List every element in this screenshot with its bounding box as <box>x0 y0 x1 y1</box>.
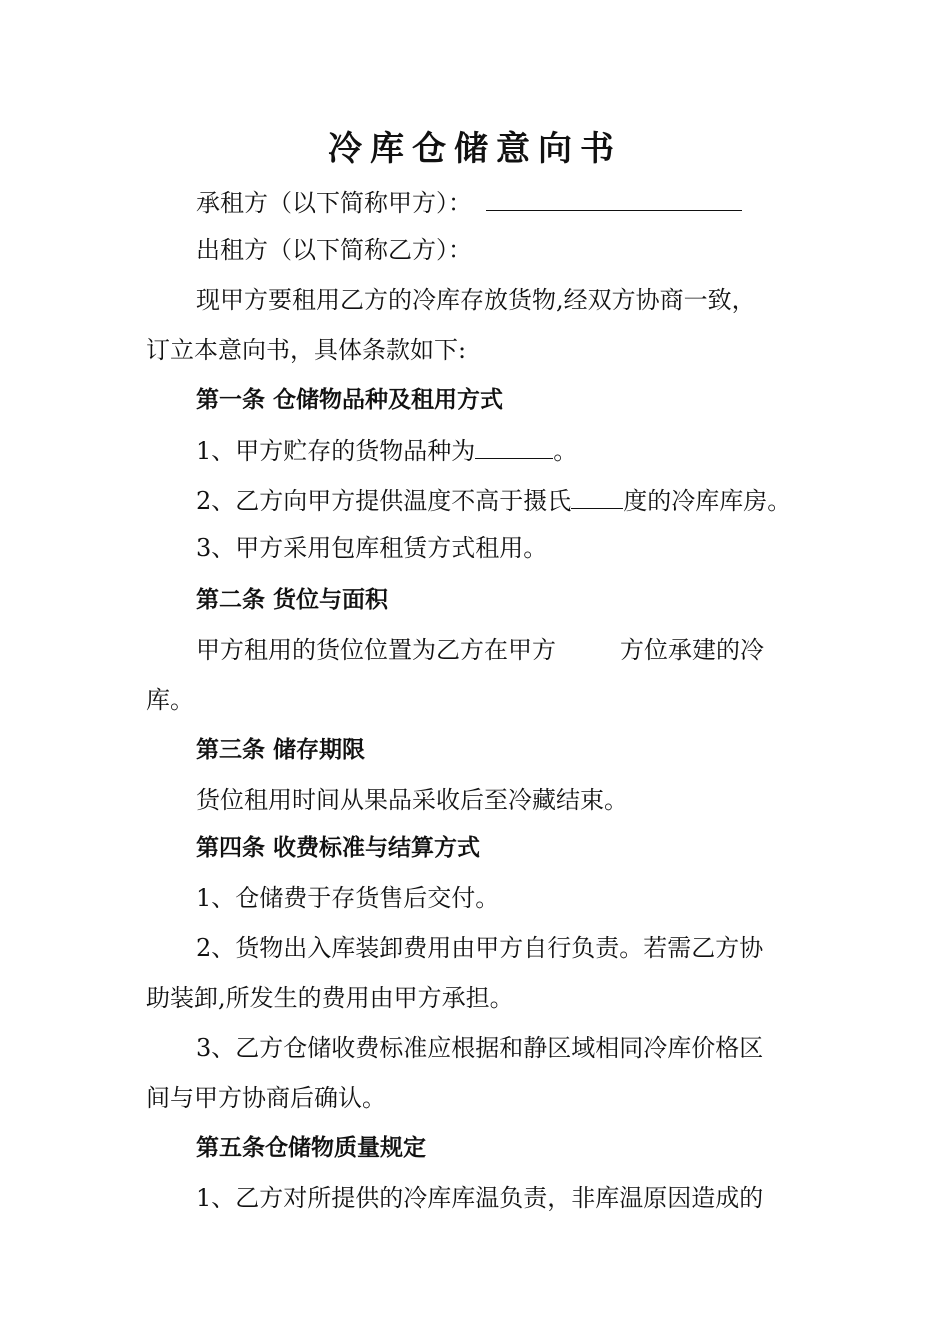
article-4-item-3-line-1: 3、乙方仓储收费标准应根据和静区域相同冷库价格区 <box>196 1034 764 1062</box>
article-4-item-3-line-2: 间与甲方协商后确认。 <box>146 1084 386 1112</box>
article-3-text: 货位租用时间从果品采收后至冷藏结束。 <box>196 786 628 814</box>
lessee-blank <box>486 184 742 211</box>
article-3-heading: 第三条 储存期限 <box>196 737 366 763</box>
article-1-item-1-end: 。 <box>553 437 578 465</box>
intro-line-1: 现甲方要租用乙方的冷库存放货物,经双方协商一致， <box>196 286 756 314</box>
goods-type-blank <box>475 432 553 459</box>
article-2-line-2: 库。 <box>146 686 194 714</box>
article-1-item-2 <box>196 482 836 519</box>
article-2-heading: 第二条 货位与面积 <box>196 587 389 613</box>
article-5-item-1-line-1: 1、乙方对所提供的冷库库温负责，非库温原因造成的 <box>196 1184 764 1212</box>
article-1-item-1 <box>196 432 836 469</box>
lessor-label: 出租方（以下简称乙方）： <box>196 236 472 264</box>
article-4-item-2-line-2: 助装卸,所发生的费用由甲方承担。 <box>146 984 514 1012</box>
intro-line-2: 订立本意向书，具体条款如下: <box>146 336 467 364</box>
article-1-heading: 第一条 仓储物品种及租用方式 <box>196 387 504 413</box>
article-2-text-end: 方位承建的冷 <box>620 636 764 664</box>
lessor-line <box>196 232 836 268</box>
article-1-item-1-text: 1、甲方贮存的货物品种为 <box>196 437 476 465</box>
article-2-text: 甲方租用的货位位置为乙方在甲方 <box>196 636 556 664</box>
article-1-item-2-text: 2、乙方向甲方提供温度不高于摄氏 <box>196 487 572 515</box>
article-4-item-2-line-1: 2、货物出入库装卸费用由甲方自行负责。若需乙方协 <box>196 934 764 962</box>
article-4-heading: 第四条 收费标准与结算方式 <box>196 835 481 861</box>
article-4-item-1: 1、仓储费于存货售后交付。 <box>196 884 500 912</box>
temperature-blank <box>571 482 623 509</box>
lessee-label: 承租方（以下简称甲方）： <box>196 189 472 217</box>
article-5-heading: 第五条仓储物质量规定 <box>196 1135 426 1161</box>
article-1-item-3: 3、甲方采用包库租赁方式租用。 <box>196 534 548 562</box>
article-1-item-2-end: 度的冷库库房。 <box>623 487 792 515</box>
document-title: 冷库仓储意向书 <box>328 129 622 169</box>
article-2-line-1 <box>196 632 836 668</box>
lessee-line <box>196 184 836 221</box>
